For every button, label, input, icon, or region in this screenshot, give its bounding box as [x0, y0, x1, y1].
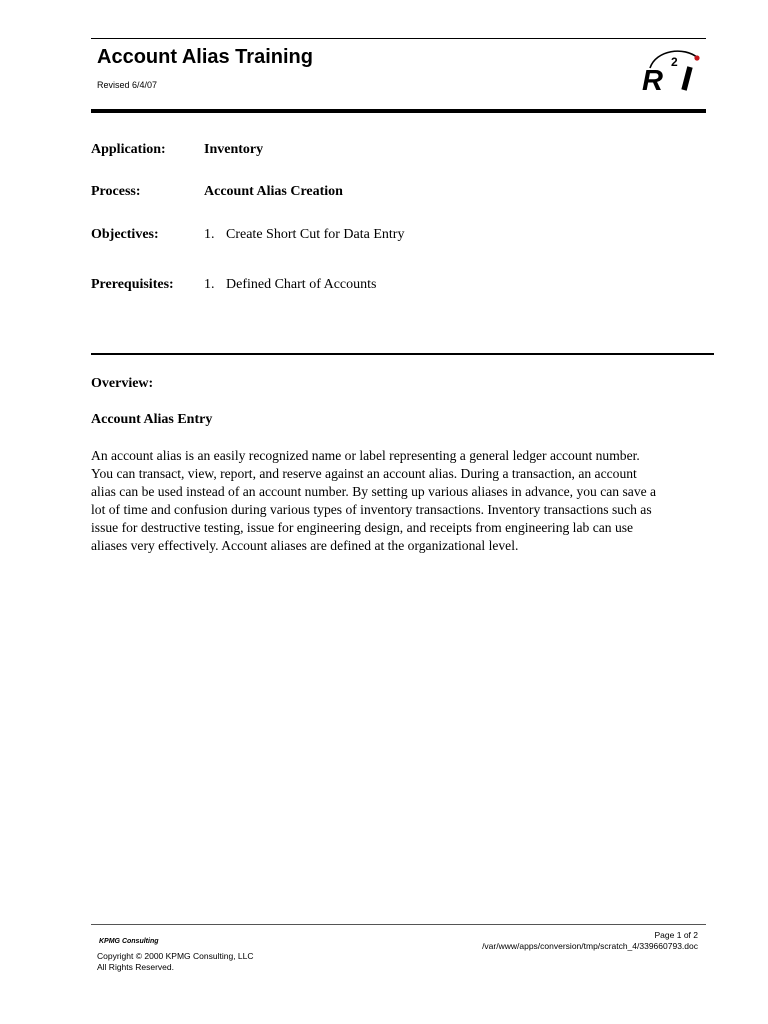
application-label: Application: [91, 142, 166, 157]
process-value: Account Alias Creation [204, 184, 343, 199]
section-divider [91, 353, 714, 355]
prerequisites-label: Prerequisites: [91, 277, 174, 292]
footer-copyright-block [97, 951, 254, 973]
objectives-item [204, 227, 404, 243]
header-bottom-rule [91, 109, 706, 113]
paragraph-line: An account alias is an easily recognized name or label representing a general ledger account number. [91, 448, 640, 463]
overview-subheading: Account Alias Entry [91, 412, 213, 427]
header-top-rule [91, 38, 706, 39]
prerequisites-item-text: Defined Chart of Accounts [226, 277, 377, 292]
paragraph-line: lot of time and confusion during various types of inventory transactions. Inventory transactions such as [91, 502, 652, 517]
paragraph-line: You can transact, view, report, and reserve against an account alias. During a transaction, an account [91, 466, 637, 481]
footer-page-number: Page 1 of 2 [654, 930, 698, 940]
objectives-label: Objectives: [91, 227, 159, 242]
paragraph-line: alias can be used instead of an account number. By setting up various aliases in advance, you can save a [91, 484, 657, 499]
prerequisites-item [204, 277, 376, 293]
revision-date: Revised 6/4/07 [97, 80, 158, 90]
objectives-item-text: Create Short Cut for Data Entry [226, 227, 405, 242]
r2i-logo [640, 44, 702, 94]
process-label: Process: [91, 184, 141, 199]
footer-rights: All Rights Reserved. [97, 962, 175, 972]
svg-text:R: R [642, 65, 663, 94]
overview-paragraph [91, 447, 721, 555]
paragraph-line: issue for destructive testing, issue for engineering design, and receipts from engineering lab can use [91, 520, 634, 535]
svg-text:2: 2 [671, 55, 678, 69]
document-title: Account Alias Training [97, 46, 313, 68]
paragraph-line: aliases very effectively. Account aliases are defined at the organizational level. [91, 538, 519, 553]
footer-company: KPMG Consulting [99, 938, 159, 945]
application-value: Inventory [204, 142, 264, 157]
overview-heading: Overview: [91, 376, 154, 391]
footer-copyright: Copyright © 2000 KPMG Consulting, LLC [97, 951, 254, 961]
footer-file-path: /var/www/apps/conversion/tmp/scratch_4/339660793.doc [482, 941, 698, 951]
objectives-item-number: 1. [204, 227, 215, 242]
prerequisites-item-number: 1. [204, 277, 215, 292]
footer-rule [91, 924, 706, 925]
